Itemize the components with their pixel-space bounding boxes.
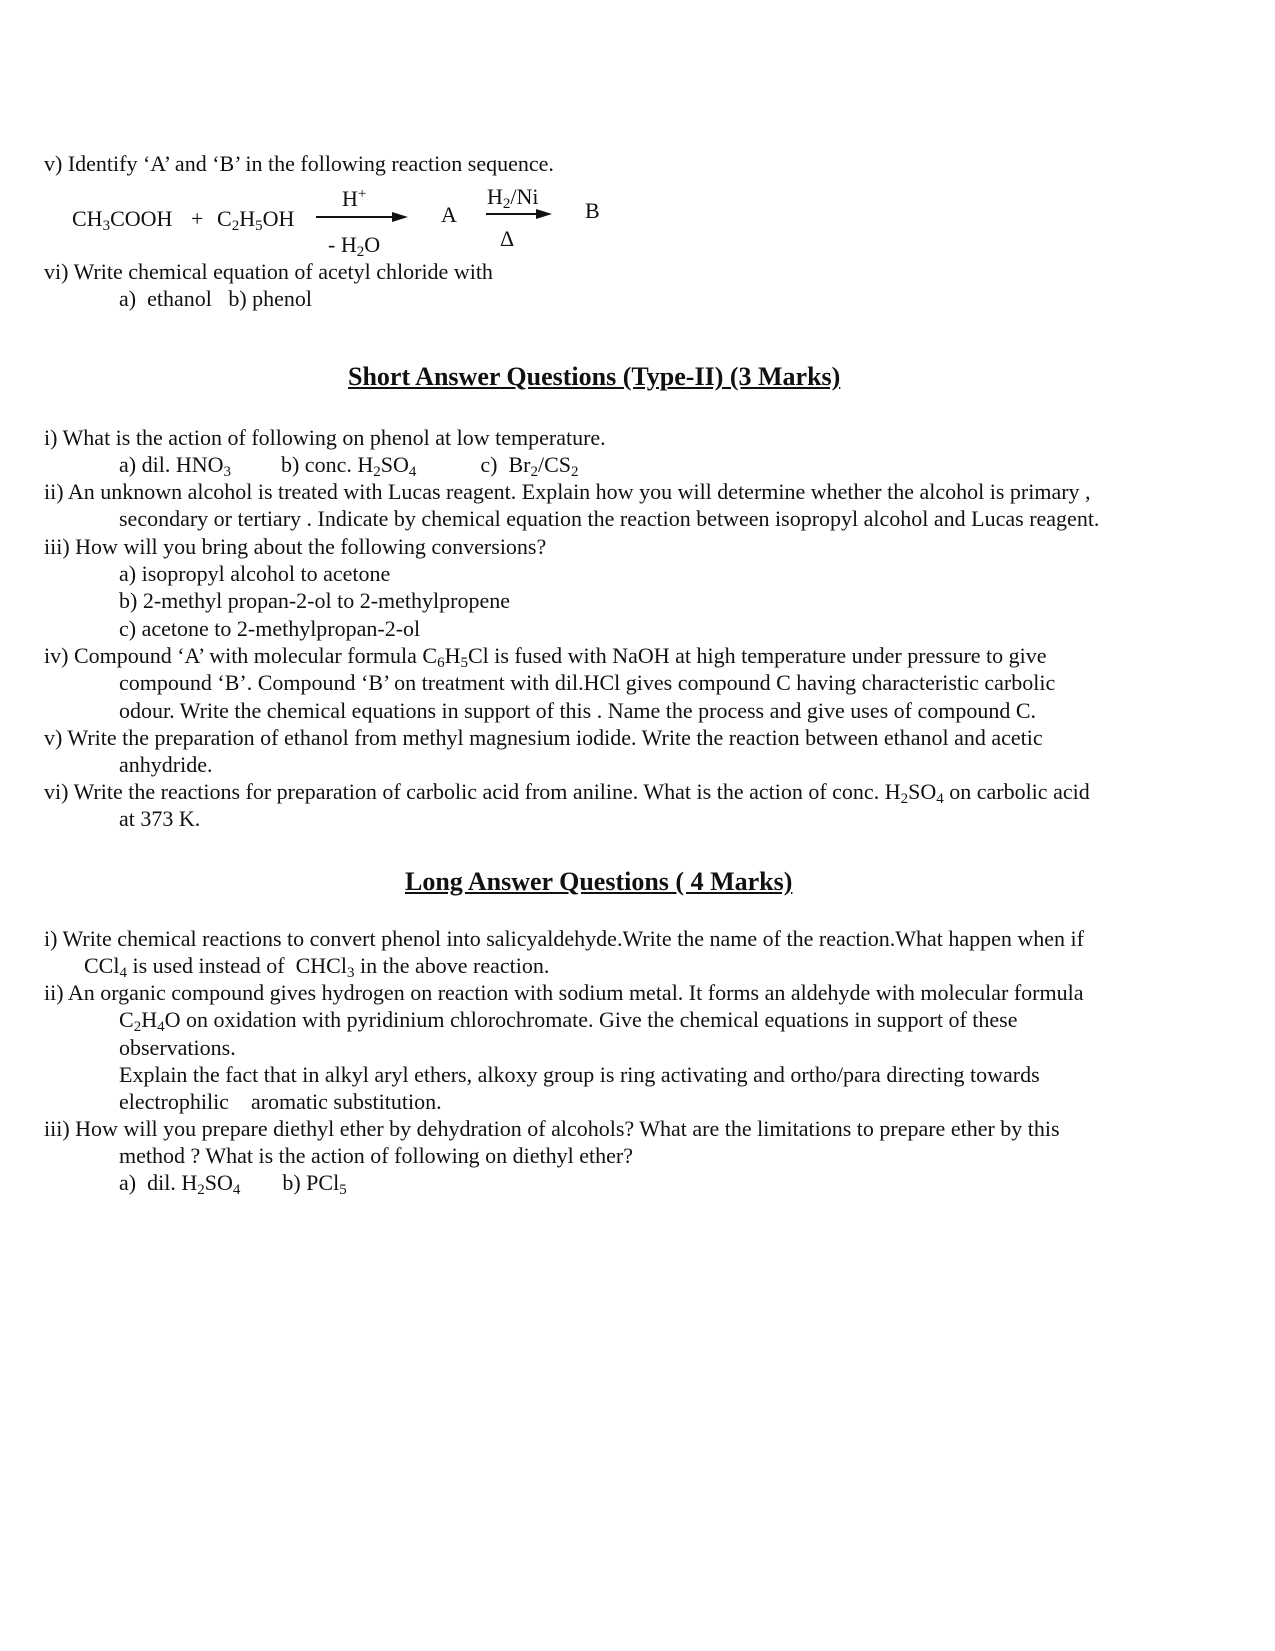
reactant-ethanol — [217, 206, 294, 232]
sa-q4-line3: odour. Write the chemical equations in support of this . Name the process and give uses of compound C. — [119, 698, 1037, 723]
sa-q1-option-c-mid: /CS — [537, 452, 571, 477]
la-q2-line2-post: O on oxidation with pyridinium chlorochromate. Give the chemical equations in support of these — [164, 1007, 1018, 1032]
sa-q6-line1-mid: SO — [908, 779, 937, 804]
arrow1-head — [392, 212, 408, 222]
sa-q1-option-b-sub1: 2 — [373, 464, 381, 480]
sa-q5-line1: v) Write the preparation of ethanol from methyl magnesium iodide. Write the reaction between ethanol and acetic — [44, 725, 1043, 750]
la-q1-line1: i) Write chemical reactions to convert phenol into salicyaldehyde.Write the name of the reaction.What happen when if — [44, 926, 1084, 951]
la-q1-line2 — [84, 953, 549, 979]
la-q2-line4: Explain the fact that in alkyl aryl ethers, alkoxy group is ring activating and ortho/para directing towards — [119, 1062, 1040, 1087]
sa-q1-option-c: c) Br — [480, 452, 531, 477]
sa-q3-option-b: b) 2-methyl propan-2-ol to 2-methylpropene — [119, 588, 511, 613]
la-q3-line1: iii) How will you prepare diethyl ether by dehydration of alcohols? What are the limitations to prepare ether by this — [44, 1116, 1060, 1141]
sa-q2-line2: secondary or tertiary . Indicate by chemical equation the reaction between isopropyl alcohol and Lucas reagent. — [119, 506, 1100, 531]
short-answer-heading: Short Answer Questions (Type-II) (3 Marks) — [348, 362, 841, 391]
la-q1-line2-post: in the above reaction. — [354, 953, 550, 978]
la-q1-line2-sub1: 4 — [119, 965, 127, 981]
reactant-acetic-acid-part2: COOH — [110, 206, 173, 231]
la-q1-line2-pre: CCl — [84, 953, 120, 978]
arrow1-catalyst-text: H — [342, 186, 358, 211]
la-q3-option-b: b) PCl — [282, 1170, 340, 1195]
sa-q1-option-c-sub2: 2 — [570, 464, 579, 480]
reactant-ethanol-sub1: 2 — [231, 218, 240, 234]
sa-q1-options — [119, 452, 578, 478]
la-q1-line2-mid: is used instead of CHCl — [126, 953, 347, 978]
question-vi-text: vi) Write chemical equation of acetyl chloride with — [44, 259, 493, 284]
sa-q4-line1-pre: iv) Compound ‘A’ with molecular formula C — [44, 643, 438, 668]
sa-q1-text: i) What is the action of following on phenol at low temperature. — [44, 425, 606, 450]
arrow2-reagent-sub: 2 — [502, 196, 511, 212]
sa-q6-line1-sub1: 2 — [900, 791, 909, 807]
product-a: A — [441, 202, 457, 227]
la-q2-line5: electrophilic aromatic substitution. — [119, 1089, 442, 1114]
la-q2-line2-sub2: 4 — [157, 1019, 165, 1035]
la-q2-line2-pre: C — [119, 1007, 134, 1032]
la-q2-line3: observations. — [119, 1035, 236, 1060]
sa-q6-line1-sub2: 4 — [936, 791, 944, 807]
long-answer-heading: Long Answer Questions ( 4 Marks) — [405, 867, 793, 896]
sa-q3-text: iii) How will you bring about the following conversions? — [44, 534, 547, 559]
la-q3-option-a-sub1: 2 — [197, 1182, 205, 1198]
la-q3-option-a-mid: SO — [204, 1170, 233, 1195]
sa-q4-line1 — [44, 643, 1047, 669]
la-q3-option-a-sub2: 4 — [232, 1182, 241, 1198]
question-v-text: v) Identify ‘A’ and ‘B’ in the following reaction sequence. — [44, 151, 554, 176]
arrow2-head — [536, 209, 552, 219]
sa-q6-line2: at 373 K. — [119, 806, 201, 831]
reactant-acetic-acid — [72, 206, 172, 232]
reactant-acetic-acid-sub: 3 — [102, 218, 111, 234]
arrow2-heat-symbol: Δ — [500, 226, 515, 251]
reactant-ethanol-sub2: 5 — [255, 218, 263, 234]
sa-q1-option-b-sub2: 4 — [408, 464, 417, 480]
la-q3-option-b-sub: 5 — [339, 1182, 347, 1198]
arrow2-reagent-text: H — [487, 184, 503, 209]
reactant-ethanol-part3: OH — [262, 206, 295, 231]
sa-q4-line1-sub1: 6 — [437, 655, 445, 671]
arrow1-byproduct-text: - H — [328, 232, 357, 257]
la-q2-line2-mid: H — [141, 1007, 158, 1032]
question-vi-options: a) ethanol b) phenol — [119, 286, 313, 311]
sa-q3-option-a: a) isopropyl alcohol to acetone — [119, 561, 391, 586]
sa-q1-option-a: a) dil. HNO — [119, 452, 224, 477]
sa-q6-line1-pre: vi) Write the reactions for preparation of carbolic acid from aniline. What is the action of conc. H — [44, 779, 901, 804]
la-q3-options — [119, 1170, 347, 1196]
sa-q4-line1-sub2: 5 — [460, 655, 468, 671]
arrow1-byproduct-sub: 2 — [356, 244, 365, 260]
la-q2-line2-sub1: 2 — [133, 1019, 142, 1035]
la-q2-line2 — [119, 1007, 1018, 1033]
arrow1-byproduct-rest: O — [364, 232, 381, 257]
sa-q1-option-a-sub: 3 — [223, 464, 231, 480]
la-q3-option-a: a) dil. H — [119, 1170, 198, 1195]
reactant-acetic-acid-part1: CH — [72, 206, 103, 231]
arrow1-catalyst-sup: + — [357, 186, 367, 202]
sa-q4-line1-post: Cl is fused with NaOH at high temperature under pressure to give — [467, 643, 1047, 668]
sa-q4-line1-mid: H — [444, 643, 461, 668]
sa-q6-line1-post: on carbolic acid — [943, 779, 1090, 804]
sa-q5-line2: anhydride. — [119, 752, 213, 777]
sa-q1-option-b: b) conc. H — [280, 452, 374, 477]
sa-q1-option-c-sub1: 2 — [530, 464, 538, 480]
reactant-ethanol-part1: C — [217, 206, 232, 231]
la-q3-line2: method ? What is the action of following on diethyl ether? — [119, 1143, 634, 1168]
sa-q2-line1: ii) An unknown alcohol is treated with Lucas reagent. Explain how you will determine whether the alcohol is primary , — [44, 479, 1091, 504]
sa-q4-line2: compound ‘B’. Compound ‘B’ on treatment with dil.HCl gives compound C having characteristic carbolic — [119, 670, 1056, 695]
la-q2-line1: ii) An organic compound gives hydrogen on reaction with sodium metal. It forms an aldehyde with molecular formula — [44, 980, 1084, 1005]
plus-sign: + — [191, 206, 204, 231]
arrow2-line — [486, 213, 538, 215]
arrow1-line — [316, 216, 394, 218]
la-q1-line2-sub2: 3 — [346, 965, 355, 981]
sa-q6-line1 — [44, 779, 1090, 805]
arrow2-reagent-rest: /Ni — [510, 184, 539, 209]
product-b: B — [585, 198, 600, 223]
reactant-ethanol-part2: H — [239, 206, 256, 231]
sa-q3-option-c: c) acetone to 2-methylpropan-2-ol — [119, 616, 421, 641]
arrow1-byproduct — [328, 232, 380, 258]
arrow2-reagent — [487, 184, 539, 210]
arrow1-catalyst — [342, 186, 366, 212]
sa-q1-option-b-mid: SO — [380, 452, 409, 477]
